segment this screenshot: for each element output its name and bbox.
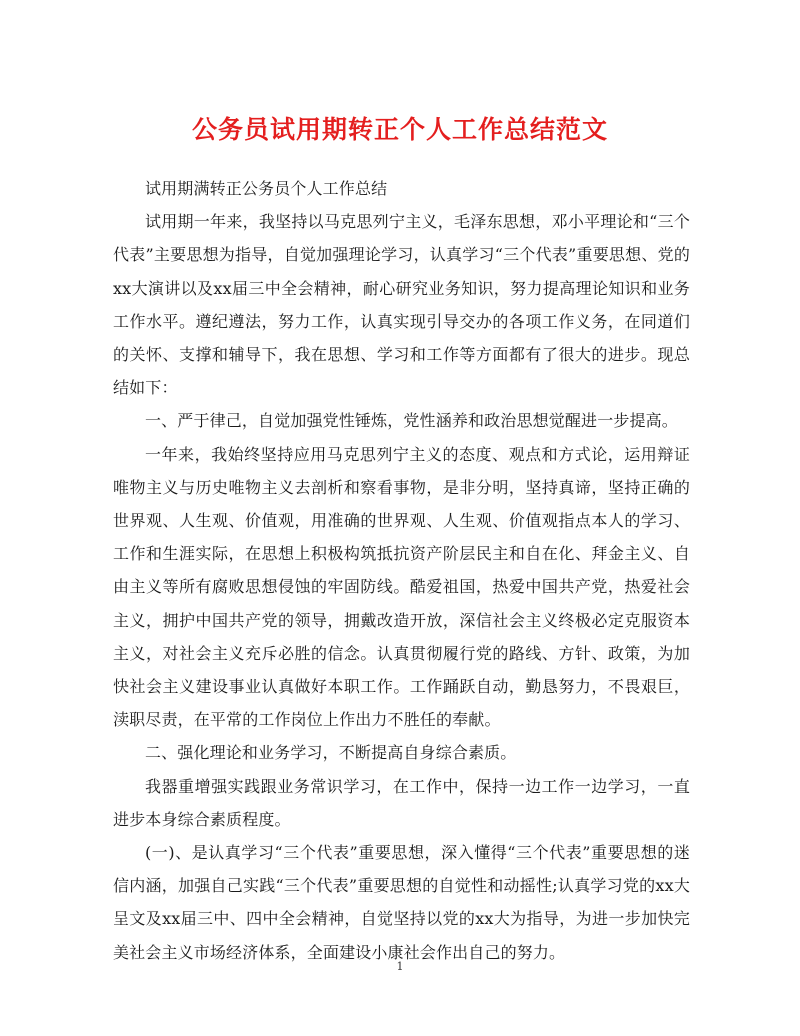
paragraph-subsection-1: (一)、是认真学习“三个代表”重要思想，深入懂得“三个代表”重要思想的迷信内涵，加强自己实践“三个代表”重要思想的自觉性和动摇性;认真学习党的xx大呈文及xx届三中、四中全会精神，自觉坚持以党的xx大为指导，为进一步加快完美社会主义市场经济体系，全面建设小康社会作出自己的努力。 — [113, 843, 690, 962]
document-body — [113, 172, 690, 969]
paragraph-section-1: 一年来，我始终坚持应用马克思列宁主义的态度、观点和方式论，运用辩证唯物主义与历史唯物主义去剖析和察看事物，是非分明，坚持真谛，坚持正确的世界观、人生观、价值观，用准确的世界观、人生观、价值观指点本人的学习、工作和生涯实际，在思想上积极构筑抵抗资产阶层民主和自在化、拜金主义、自由主义等所有腐败思想侵蚀的牢固防线。酷爱祖国，热爱中国共产党，热爱社会主义，拥护中国共产党的领导，拥戴改造开放，深信社会主义终极必定克服资本主义，对社会主义充斥必胜的信念。认真贯彻履行党的路线、方针、政策，为加快社会主义建设事业认真做好本职工作。工作踊跃自动，勤恳努力，不畏艰巨，渎职尽责，在平常的工作岗位上作出力不胜任的奉献。 — [113, 444, 690, 730]
section-heading-2: 二、强化理论和业务学习，不断提高自身综合素质。 — [145, 743, 517, 763]
paragraph-subtitle: 试用期满转正公务员个人工作总结 — [145, 179, 388, 198]
paragraph-intro: 试用期一年来，我坚持以马克思列宁主义，毛泽东思想，邓小平理论和“三个代表”主要思想为指导，自觉加强理论学习，认真学习“三个代表”重要思想、党的xx大演讲以及xx届三中全会精神，耐心研究业务知识，努力提高理论知识和业务工作水平。遵纪遵法，努力工作，认真实现引导交办的各项工作义务，在同道们的关怀、支撑和辅导下，我在思想、学习和工作等方面都有了很大的进步。现总结如下： — [113, 212, 690, 398]
paragraph-section-2: 我器重增强实践跟业务常识学习，在工作中，保持一边工作一边学习，一直进步本身综合素质程度。 — [113, 776, 690, 829]
section-heading-1: 一、严于律己，自觉加强党性锤炼，党性涵养和政治思想觉醒进一步提高。 — [145, 411, 678, 431]
document-title: 公务员试用期转正个人工作总结范文 — [191, 115, 608, 144]
page-number: 1 — [396, 960, 404, 973]
